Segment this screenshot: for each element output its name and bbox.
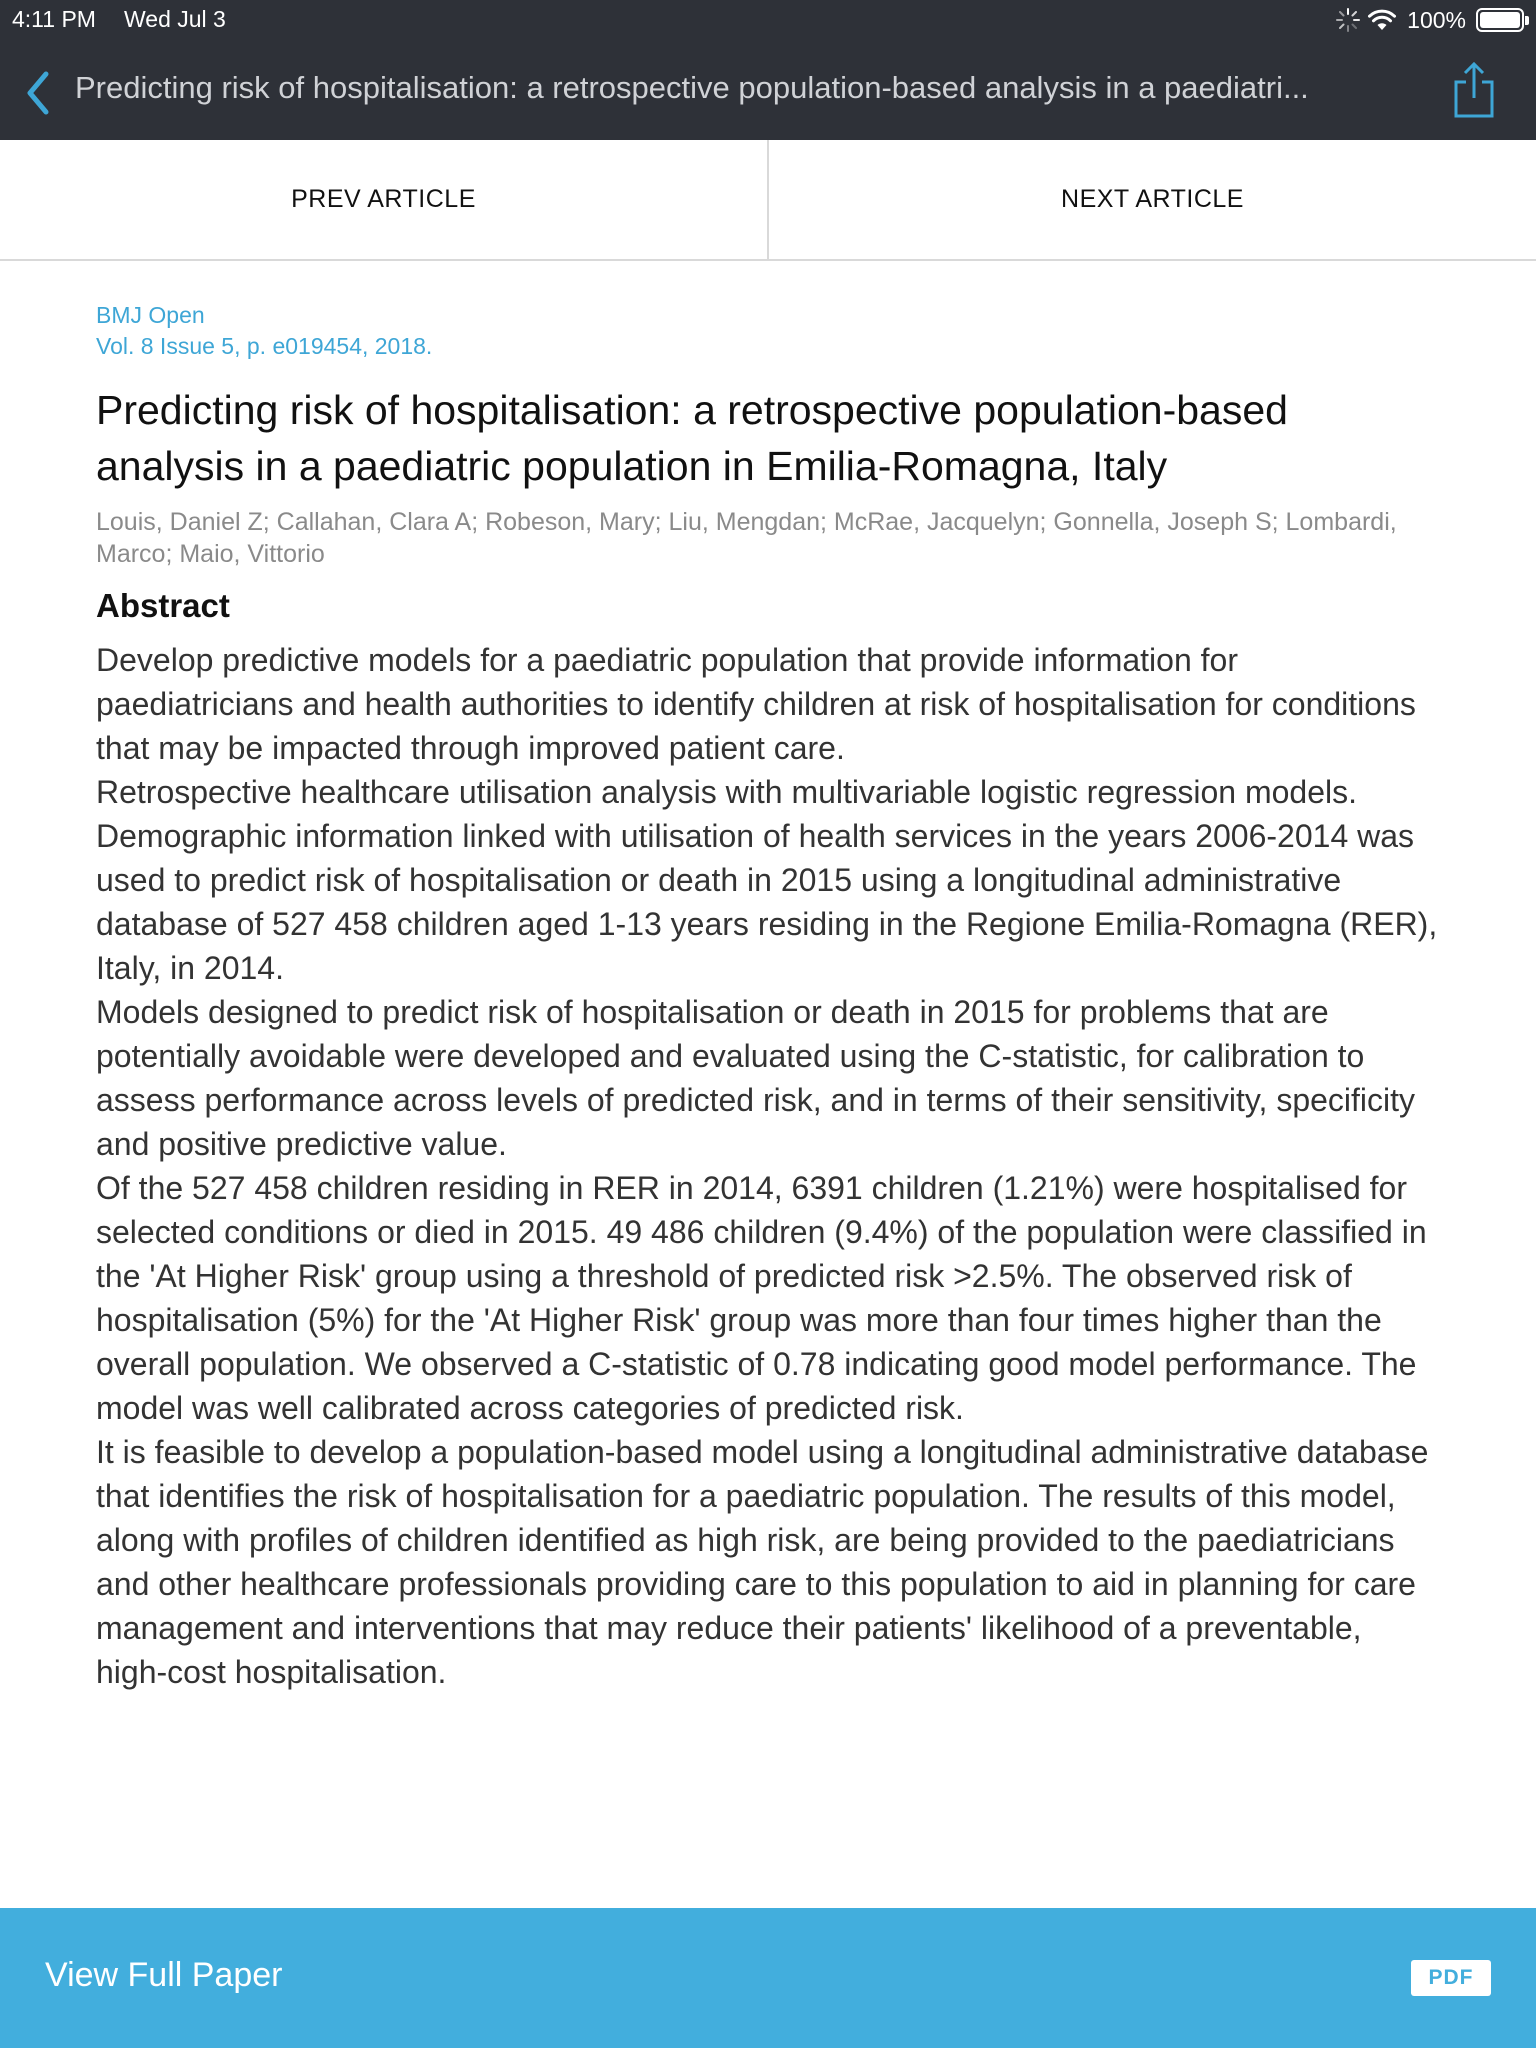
- citation[interactable]: Vol. 8 Issue 5, p. e019454, 2018.: [96, 333, 433, 359]
- status-date: Wed Jul 3: [124, 6, 226, 32]
- nav-title: Predicting risk of hospitalisation: a retrospective population-based analysis in a paediatri...: [75, 70, 1309, 105]
- abstract-paragraph: Develop predictive models for a paediatric population that provide information for paediatricians and health authorities to identify children at risk of hospitalisation for conditions that may be impacted through improved patient care.: [96, 642, 1416, 766]
- next-article-button[interactable]: NEXT ARTICLE: [1061, 185, 1244, 213]
- article-title: Predicting risk of hospitalisation: a retrospective population-based analysis in a paediatric population in Emilia-Romagna, Italy: [96, 387, 1288, 489]
- wifi-icon: [1367, 8, 1397, 32]
- article-content: [96, 300, 1441, 1694]
- abstract-paragraph: It is feasible to develop a population-based model using a longitudinal administrative database that identifies the risk of hospitalisation for a paediatric population. The results of this model, along with profiles of children identified as high risk, are being provided to the paediatricians and other healthcare professionals providing care to this population to aid in planning for care management and interventions that may reduce their patients' likelihood of a preventable, high-cost hospitalisation.: [96, 1434, 1429, 1690]
- abstract-heading: Abstract: [96, 587, 230, 624]
- battery-percent: 100%: [1407, 6, 1466, 33]
- status-bar: [0, 0, 1536, 40]
- article-navigation: [0, 140, 1536, 261]
- bottom-bar: [0, 1908, 1536, 2048]
- authors: Louis, Daniel Z; Callahan, Clara A; Robeson, Mary; Liu, Mengdan; McRae, Jacquelyn; Gonnella, Joseph S; Lombardi, Marco; Maio, Vittorio: [96, 508, 1397, 568]
- status-indicators: [1335, 5, 1524, 35]
- view-full-paper-button[interactable]: View Full Paper: [45, 1956, 283, 1994]
- pdf-button[interactable]: PDF: [1411, 1960, 1491, 1996]
- journal-name[interactable]: BMJ Open: [96, 302, 205, 328]
- abstract-paragraph: Models designed to predict risk of hospitalisation or death in 2015 for problems that are potentially avoidable were developed and evaluated using the C-statistic, for calibration to assess performance across levels of predicted risk, and in terms of their sensitivity, specificity and positive predictive value.: [96, 994, 1416, 1162]
- share-icon[interactable]: [1452, 60, 1496, 120]
- battery-icon: [1476, 8, 1524, 32]
- status-time: 4:11 PM: [12, 6, 96, 32]
- abstract-paragraph: Of the 527 458 children residing in RER in 2014, 6391 children (1.21%) were hospitalised for selected conditions or died in 2015. 49 486 children (9.4%) of the population were classified in the 'At Higher Risk' group using a threshold of predicted risk >2.5%. The observed risk of hospitalisation (5%) for the 'At Higher Risk' group was more than four times higher than the overall population. We observed a C-statistic of 0.78 indicating good model performance. The model was well calibrated across categories of predicted risk.: [96, 1170, 1427, 1426]
- abstract-paragraph: Retrospective healthcare utilisation analysis with multivariable logistic regression models.: [96, 774, 1358, 810]
- abstract-paragraph: Demographic information linked with utilisation of health services in the years 2006-2014 was used to predict risk of hospitalisation or death in 2015 using a longitudinal administrative database of 527 458 children aged 1-13 years residing in the Regione Emilia-Romagna (RER), Italy, in 2014.: [96, 818, 1438, 986]
- prev-article-button[interactable]: PREV ARTICLE: [0, 140, 769, 259]
- activity-icon: [1335, 7, 1361, 33]
- chevron-left-icon[interactable]: [20, 68, 60, 118]
- navigation-bar: [0, 40, 1536, 140]
- abstract-body: [96, 638, 1441, 1694]
